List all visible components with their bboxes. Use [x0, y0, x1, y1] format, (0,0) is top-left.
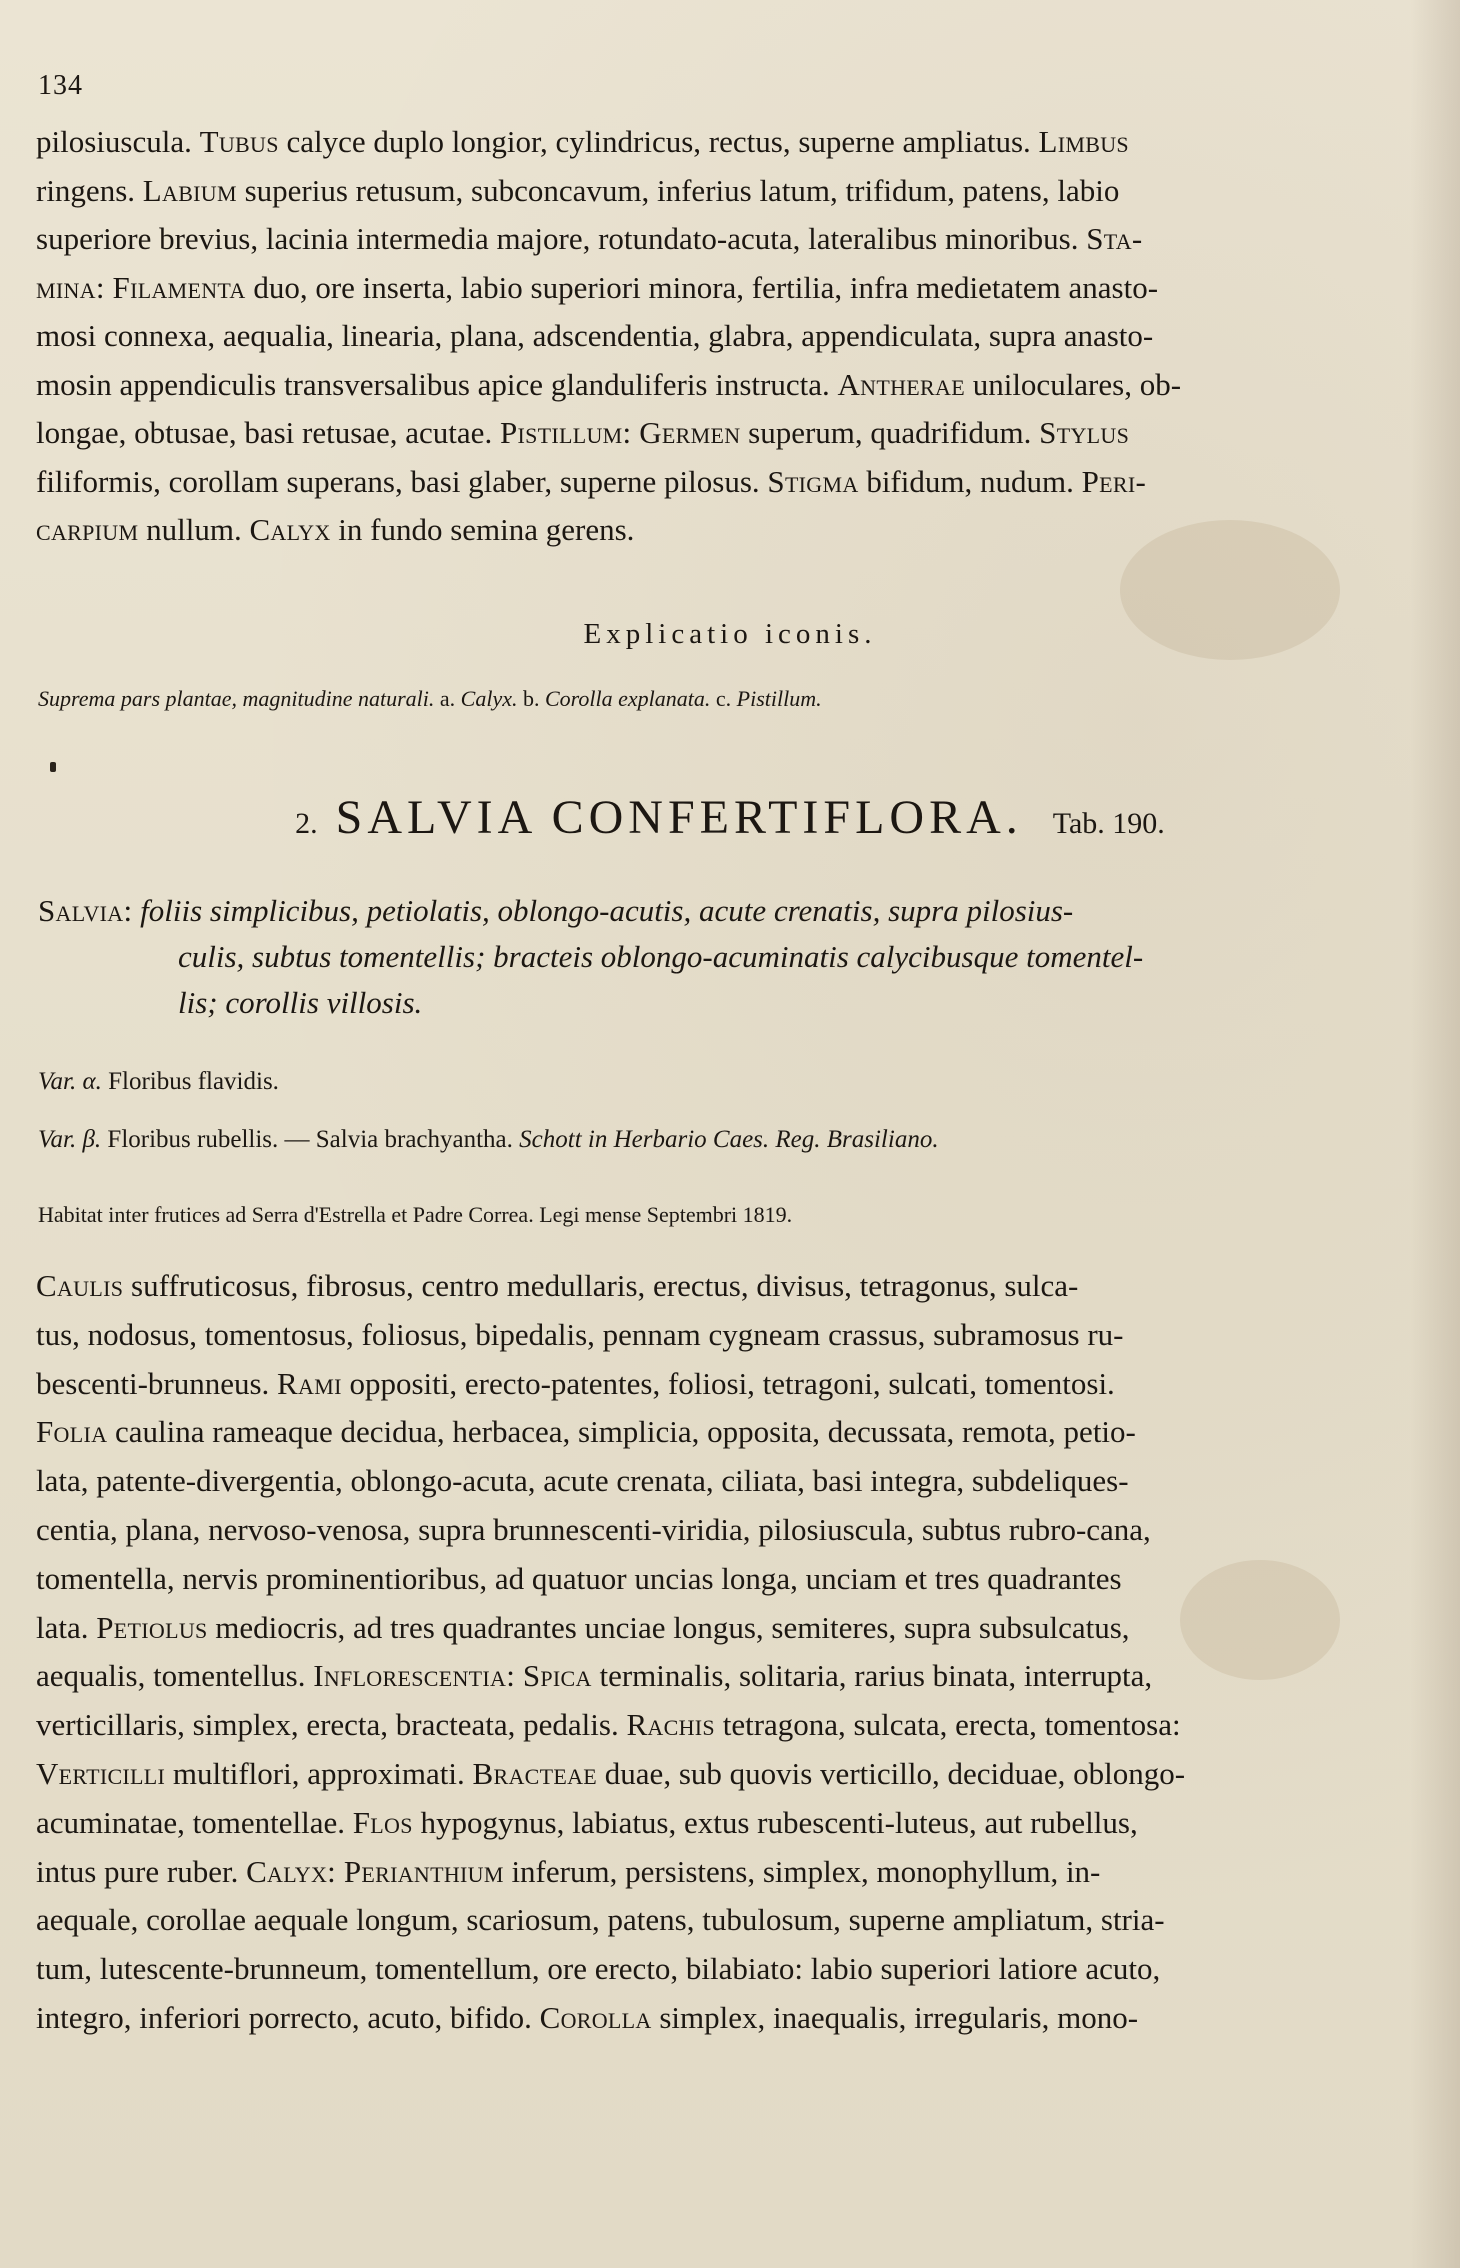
- text-run: ringens.: [36, 172, 143, 208]
- small-caps-term: Labium: [142, 172, 237, 208]
- small-caps-term: Rami: [277, 1365, 342, 1401]
- text-run: oppositi, erecto-patentes, foliosi, tetragoni, sulcati, tomentosi.: [341, 1365, 1115, 1401]
- small-caps-term: Limbus: [1038, 124, 1129, 159]
- text-run: longae, obtusae, basi retusae, acutae.: [36, 415, 500, 450]
- text-line: [36, 1506, 1386, 1555]
- text-line: [36, 458, 1386, 507]
- italic-text: Schott in Herbario Caes. Reg. Brasiliano.: [519, 1126, 939, 1153]
- text-run: a.: [434, 686, 461, 711]
- text-line: [36, 1311, 1386, 1360]
- text-line: [36, 1360, 1386, 1409]
- explicatio-iconis-title: Explicatio iconis.: [583, 618, 877, 650]
- text-run: inferum, persistens, simplex, monophyllum, in-: [503, 1853, 1101, 1889]
- text-run: nullum.: [138, 512, 250, 547]
- text-line: [36, 1750, 1386, 1799]
- text-line: [36, 1799, 1386, 1848]
- text-run: [515, 1658, 523, 1693]
- italic-text: culis, subtus tomentellis; bracteis oblongo-acuminatis calycibusque tomentel-: [178, 939, 1144, 974]
- text-run: [105, 270, 113, 305]
- text-run: bifidum, nudum.: [858, 463, 1082, 499]
- text-line: [36, 1652, 1386, 1701]
- small-caps-term: Filamenta: [112, 269, 246, 305]
- text-line: [36, 1945, 1386, 1994]
- text-run: in fundo semina gerens.: [330, 512, 635, 547]
- text-run: aequale, corollae aequale longum, scariosum, patens, tubulosum, superne ampliatum, stria-: [36, 1902, 1165, 1938]
- small-caps-term: Inflorescentia:: [313, 1658, 516, 1694]
- italic-text: Var. α.: [38, 1068, 102, 1095]
- text-run: bescenti-brunneus.: [36, 1365, 278, 1401]
- small-caps-term: Folia: [36, 1414, 108, 1450]
- text-line: [36, 215, 1386, 264]
- italic-text: Calyx.: [460, 686, 518, 711]
- small-caps-term: Tubus: [199, 124, 279, 159]
- text-run: tomentella, nervis prominentioribus, ad quatuor uncias longa, unciam et tres quadrantes: [36, 1560, 1122, 1596]
- small-caps-term: Spica: [522, 1658, 592, 1694]
- text-run: tum, lutescente-brunneum, tomentellum, ore erecto, bilabiato: labio superiori latiore acuto,: [36, 1951, 1161, 1987]
- italic-text: foliis simplicibus, petiolatis, oblongo-acutis, acute crenatis, supra pilosius-: [132, 893, 1074, 928]
- text-line: [38, 888, 1388, 934]
- text-run: b.: [517, 686, 545, 711]
- text-run: acuminatae, tomentellae.: [36, 1804, 353, 1840]
- text-run: aequalis, tomentellus.: [36, 1658, 314, 1694]
- small-caps-term: Antherae: [837, 366, 965, 402]
- small-caps-term: Calyx:: [246, 1853, 337, 1889]
- small-caps-term: Stylus: [1039, 415, 1130, 450]
- text-line: [36, 264, 1386, 313]
- species-heading: [0, 790, 1460, 845]
- small-caps-term: Calyx: [249, 512, 331, 547]
- text-run: hypogynus, labiatus, extus rubescenti-luteus, aut rubellus,: [412, 1804, 1138, 1840]
- text-run: pilosiuscula.: [36, 124, 200, 159]
- page-number: 134: [38, 70, 83, 101]
- text-run: mosi connexa, aequalia, linearia, plana, adscendentia, glabra, appendiculata, supra anasto-: [36, 318, 1154, 353]
- text-run: tetragona, sulcata, erecta, tomentosa:: [714, 1707, 1181, 1743]
- text-line: [36, 361, 1386, 410]
- text-run: terminalis, solitaria, rarius binata, interrupta,: [591, 1658, 1153, 1694]
- text-run: superius retusum, subconcavum, inferius latum, trifidum, patens, labio: [236, 172, 1120, 208]
- species-diagnosis: [38, 888, 1388, 1026]
- plate-reference: Tab. 190.: [1052, 807, 1165, 840]
- small-caps-term: Germen: [639, 415, 741, 450]
- text-line: [36, 506, 1386, 555]
- variety-alpha: [38, 1068, 279, 1096]
- small-caps-term: Perianthium: [343, 1853, 504, 1889]
- text-line: [36, 1896, 1386, 1945]
- text-run: Floribus rubellis. — Salvia brachyantha.: [101, 1126, 520, 1153]
- text-run: [336, 1854, 344, 1889]
- text-line: [36, 1604, 1386, 1653]
- text-line: [38, 980, 1388, 1026]
- small-caps-term: mina:: [36, 269, 105, 305]
- text-line: [36, 1262, 1386, 1311]
- text-run: superiore brevius, lacinia intermedia majore, rotundato-acuta, lateralibus minoribus.: [36, 221, 1087, 256]
- figure-caption: [38, 686, 822, 712]
- text-line: [36, 409, 1386, 458]
- species-number: 2.: [295, 807, 318, 840]
- italic-text: Var. β.: [38, 1126, 102, 1153]
- italic-text: Suprema pars plantae, magnitudine naturali.: [38, 686, 435, 711]
- text-run: superum, quadrifidum.: [740, 415, 1040, 450]
- text-run: Floribus flavidis.: [101, 1068, 279, 1095]
- italic-text: lis; corollis villosis.: [178, 985, 423, 1020]
- text-run: uniloculares, ob-: [964, 366, 1182, 402]
- italic-text: Pistillum.: [736, 686, 822, 711]
- text-line: [36, 167, 1386, 216]
- italic-text: Corolla explanata.: [545, 686, 711, 711]
- small-caps-term: Petiolus: [96, 1609, 208, 1645]
- text-run: mediocris, ad tres quadrantes unciae longus, semiteres, supra subsulcatus,: [207, 1609, 1130, 1645]
- species-title: SALVIA CONFERTIFLORA.: [335, 791, 1023, 844]
- small-caps-term: carpium: [36, 512, 139, 547]
- text-run: lata.: [36, 1609, 97, 1645]
- text-run: mosin appendiculis transversalibus apice glanduliferis instructa.: [36, 366, 838, 402]
- text-run: tus, nodosus, tomentosus, foliosus, bipedalis, pennam cygneam crassus, subramosus ru-: [36, 1316, 1124, 1352]
- text-run: verticillaris, simplex, erecta, bracteata, pedalis.: [36, 1707, 627, 1743]
- text-line: [36, 312, 1386, 361]
- text-run: centia, plana, nervoso-venosa, supra brunnescenti-viridia, pilosiuscula, subtus rubro-cana,: [36, 1511, 1151, 1547]
- description-continued: [36, 118, 1386, 555]
- variety-beta: [38, 1126, 939, 1154]
- text-run: lata, patente-divergentia, oblongo-acuta, acute crenata, ciliata, basi integra, subdeliques-: [36, 1463, 1129, 1499]
- small-caps-term: Rachis: [626, 1707, 715, 1743]
- small-caps-term: Verticilli: [36, 1755, 166, 1791]
- text-run: intus pure ruber.: [36, 1853, 247, 1889]
- text-line: [36, 1701, 1386, 1750]
- text-run: filiformis, corollam superans, basi glaber, superne pilosus.: [36, 463, 768, 499]
- text-line: [36, 1408, 1386, 1457]
- text-run: simplex, inaequalis, irregularis, mono-: [651, 1999, 1139, 2035]
- small-caps-term: Corolla: [539, 1999, 652, 2035]
- text-run: calyce duplo longior, cylindricus, rectus, superne ampliatus.: [278, 124, 1039, 159]
- small-caps-term: Caulis: [36, 1268, 124, 1303]
- text-line: [36, 118, 1386, 167]
- small-caps-term: Peri-: [1081, 463, 1147, 499]
- small-caps-term: Flos: [352, 1804, 413, 1840]
- small-caps-term: Sta-: [1086, 221, 1143, 256]
- habitat-note: Habitat inter frutices ad Serra d'Estrella et Padre Correa. Legi mense Septembri 1819.: [38, 1202, 793, 1227]
- text-run: multiflori, approximati.: [165, 1755, 473, 1791]
- text-run: c.: [710, 686, 737, 711]
- text-line: [36, 1555, 1386, 1604]
- species-description: [36, 1262, 1386, 2043]
- text-line: [36, 1457, 1386, 1506]
- text-line: [36, 1994, 1386, 2043]
- text-run: duae, sub quovis verticillo, deciduae, oblongo-: [597, 1755, 1186, 1791]
- text-run: suffruticosus, fibrosus, centro medullaris, erectus, divisus, tetragonus, sulca-: [123, 1268, 1079, 1303]
- small-caps-term: Salvia:: [38, 893, 133, 928]
- text-line: [38, 934, 1388, 980]
- text-run: caulina rameaque decidua, herbacea, simplicia, opposita, decussata, remota, petio-: [107, 1414, 1136, 1450]
- bullet-mark: [50, 762, 56, 772]
- small-caps-term: Stigma: [767, 463, 859, 499]
- text-run: integro, inferiori porrecto, acuto, bifido.: [36, 1999, 540, 2035]
- small-caps-term: Bracteae: [472, 1755, 598, 1791]
- text-line: [36, 1848, 1386, 1897]
- text-run: duo, ore inserta, labio superiori minora, fertilia, infra medietatem anasto-: [245, 269, 1159, 305]
- small-caps-term: Pistillum:: [499, 415, 632, 450]
